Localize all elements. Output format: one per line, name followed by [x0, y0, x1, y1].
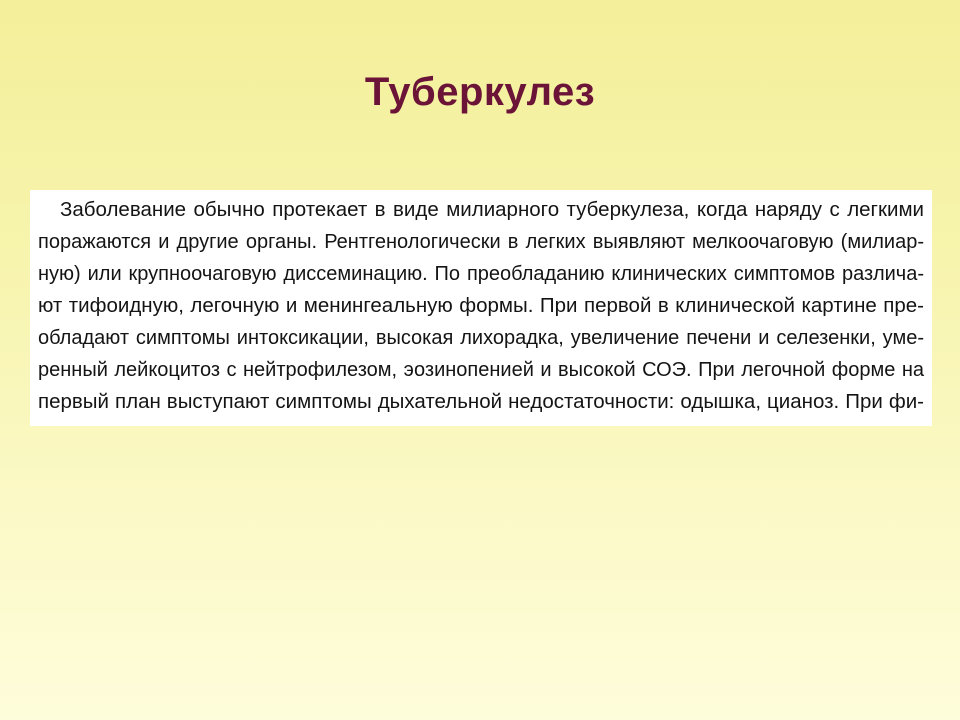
text-line: Заболевание обычно протекает в виде милиарного туберкулеза, когда наряду с легкими [60, 198, 924, 221]
text-line: ют тифоидную, легочную и менингеальную формы. При первой в клинической картине пре- [38, 294, 924, 317]
text-excerpt-panel [30, 190, 932, 426]
text-line: ную) или крупноочаговую диссеминацию. По преобладанию клинических симптомов различа- [38, 263, 924, 285]
text-line: ренный лейкоцитоз с нейтрофилезом, эозинопенией и высокой СОЭ. При легочной форме на [38, 359, 924, 381]
text-line: поражаются и другие органы. Рентгенологически в легких выявляют мелкоочаговую (милиар- [38, 231, 924, 253]
slide-title: Туберкулез [364, 70, 596, 114]
text-line: обладают симптомы интоксикации, высокая лихорадка, увеличение печени и селезенки, уме- [38, 327, 924, 349]
text-line: первый план выступают симптомы дыхательной недостаточности: одышка, цианоз. При фи- [38, 390, 924, 413]
